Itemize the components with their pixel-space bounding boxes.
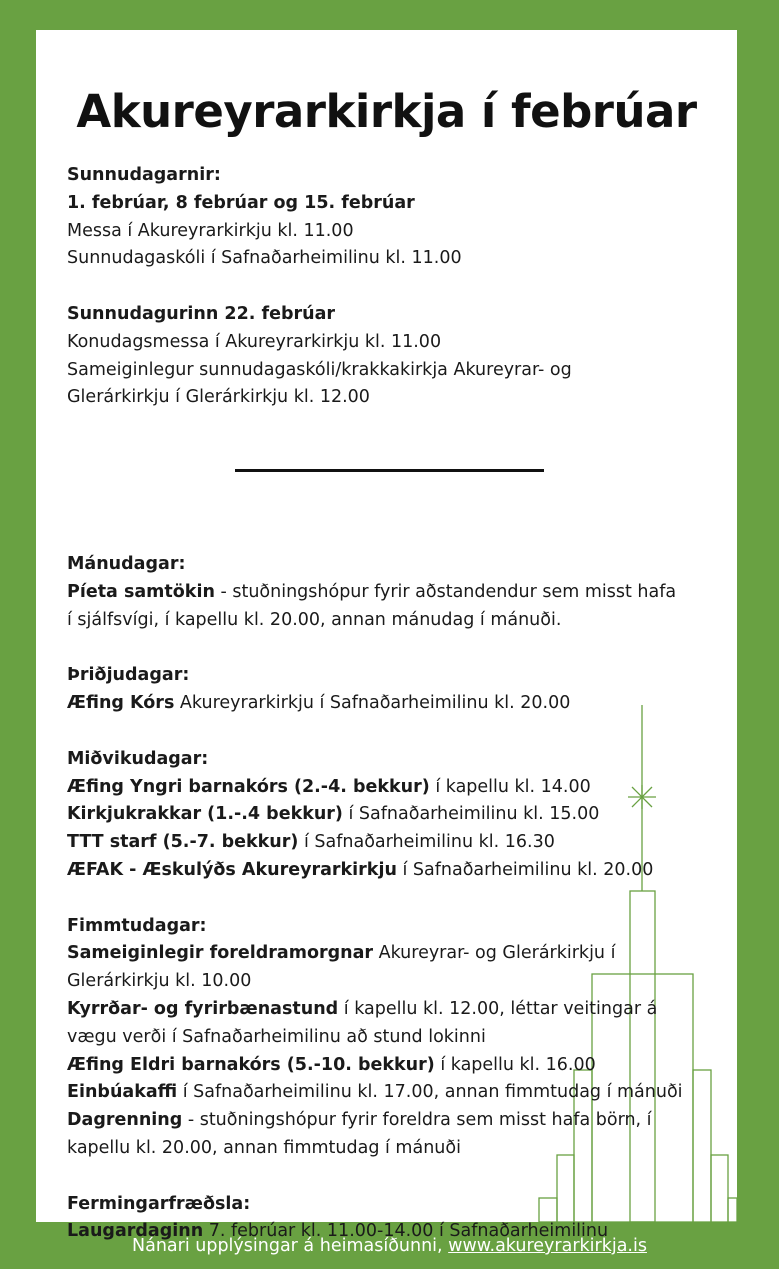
event-detail: í Safnaðarheimilinu kl. 16.30	[298, 832, 555, 853]
event-name: Kirkjukrakkar (1.-.4 bekkur)	[67, 804, 343, 825]
section-gap	[67, 1163, 727, 1191]
event-detail: í Safnaðarheimilinu kl. 17.00, annan fimmtudag í mánuði	[177, 1082, 683, 1103]
schedule-section	[67, 551, 727, 634]
section-gap	[67, 885, 727, 913]
schedule-section	[67, 1191, 727, 1247]
schedule-line	[67, 245, 727, 273]
event-name: Miðvikudagar:	[67, 748, 209, 769]
event-name: Þriðjudagar:	[67, 665, 190, 686]
schedule-line	[67, 357, 727, 385]
event-detail: - stuðningshópur fyrir foreldra sem misst hafa börn, í	[182, 1110, 652, 1131]
event-detail: kapellu kl. 20.00, annan fimmtudag í mánuði	[67, 1137, 461, 1158]
schedule-line	[67, 857, 727, 885]
event-name: Einbúakaffi	[67, 1082, 178, 1103]
event-name: TTT starf (5.-7. bekkur)	[67, 832, 299, 853]
schedule-line	[67, 1052, 727, 1080]
schedule-section	[67, 301, 727, 412]
event-detail: í kapellu kl. 14.00	[429, 776, 591, 797]
schedule-line	[67, 607, 727, 635]
event-detail: 7. febrúar kl. 11.00-14.00 í Safnaðarheimilinu	[203, 1221, 609, 1242]
event-detail: Sunnudagaskóli í Safnaðarheimilinu kl. 11.00	[67, 248, 462, 269]
event-name: Sunnudagurinn 22. febrúar	[67, 303, 336, 324]
schedule-line	[67, 579, 727, 607]
schedule-line	[67, 190, 727, 218]
schedule-line	[67, 1218, 727, 1246]
event-name: Æfing Yngri barnakórs (2.-4. bekkur)	[67, 776, 430, 797]
schedule-line	[67, 1079, 727, 1107]
event-name: Sameiginlegir foreldramorgnar	[67, 943, 374, 964]
event-detail: Messa í Akureyrarkirkju kl. 11.00	[67, 220, 354, 241]
schedule-line	[67, 829, 727, 857]
event-detail: Akureyrar- og Glerárkirkju í	[373, 943, 616, 964]
event-name: Píeta samtökin	[67, 581, 215, 602]
event-name: Fimmtudagar:	[67, 915, 207, 936]
schedule-section	[67, 662, 727, 718]
section-heading	[67, 301, 727, 329]
event-detail: Sameiginlegur sunnudagaskóli/krakkakirkja Akureyrar- og	[67, 359, 572, 380]
event-detail: í kapellu kl. 16.00	[434, 1054, 596, 1075]
event-detail: í Safnaðarheimilinu kl. 20.00	[396, 859, 654, 880]
event-name: Laugardaginn	[67, 1221, 204, 1242]
section-gap	[67, 273, 727, 301]
event-name: Fermingarfræðsla:	[67, 1193, 251, 1214]
section-heading	[67, 662, 727, 690]
schedule-line	[67, 218, 727, 246]
event-name: 1. febrúar, 8 febrúar og 15. febrúar	[67, 192, 415, 213]
event-detail: Glerárkirkju í Glerárkirkju kl. 12.00	[67, 387, 370, 408]
schedule-line	[67, 690, 727, 718]
event-detail: Akureyrarkirkju í Safnaðarheimilinu kl. 20.00	[174, 693, 571, 714]
event-detail: - stuðningshópur fyrir aðstandendur sem misst hafa	[214, 581, 677, 602]
schedule-section	[67, 162, 727, 273]
schedule-line	[67, 1024, 727, 1052]
schedule-line	[67, 329, 727, 357]
event-name: Æfing Kórs	[67, 693, 175, 714]
section-divider	[235, 469, 544, 472]
event-detail: í kapellu kl. 12.00, léttar veitingar á	[338, 998, 658, 1019]
schedule-line	[67, 1107, 727, 1135]
footer-text: Nánari upplýsingar á heimasíðunni,	[132, 1236, 449, 1256]
schedule-section	[67, 746, 727, 885]
event-name: Æfing Eldri barnakórs (5.-10. bekkur)	[67, 1054, 435, 1075]
event-detail: vægu verði í Safnaðarheimilinu að stund lokinni	[67, 1026, 486, 1047]
schedule-line	[67, 996, 727, 1024]
website-link[interactable]: www.akureyrarkirkja.is	[448, 1236, 647, 1256]
schedule-line	[67, 1135, 727, 1163]
schedule-line	[67, 801, 727, 829]
section-gap	[67, 412, 727, 551]
section-heading	[67, 913, 727, 941]
schedule-section	[67, 913, 727, 1163]
section-heading	[67, 551, 727, 579]
event-detail: Glerárkirkju kl. 10.00	[67, 971, 252, 992]
schedule-line	[67, 384, 727, 412]
event-name: ÆFAK - Æskulýðs Akureyrarkirkju	[67, 859, 397, 880]
event-detail: í Safnaðarheimilinu kl. 15.00	[342, 804, 600, 825]
section-heading	[67, 1191, 727, 1219]
event-detail: Konudagsmessa í Akureyrarkirkju kl. 11.00	[67, 331, 442, 352]
page-title: Akureyrarkirkja í febrúar	[76, 85, 697, 138]
schedule-line	[67, 940, 727, 968]
section-gap	[67, 718, 727, 746]
section-heading	[67, 746, 727, 774]
section-heading	[67, 162, 727, 190]
event-name: Mánudagar:	[67, 554, 186, 575]
event-name: Kyrrðar- og fyrirbænastund	[67, 998, 339, 1019]
event-name: Dagrenning	[67, 1110, 183, 1131]
schedule-line	[67, 774, 727, 802]
event-detail: í sjálfsvígi, í kapellu kl. 20.00, annan mánudag í mánuði.	[67, 609, 562, 630]
event-name: Sunnudagarnir:	[67, 165, 221, 185]
schedule-line	[67, 968, 727, 996]
poster-card	[36, 30, 737, 1242]
section-gap	[67, 635, 727, 663]
schedule-content	[67, 162, 727, 1246]
